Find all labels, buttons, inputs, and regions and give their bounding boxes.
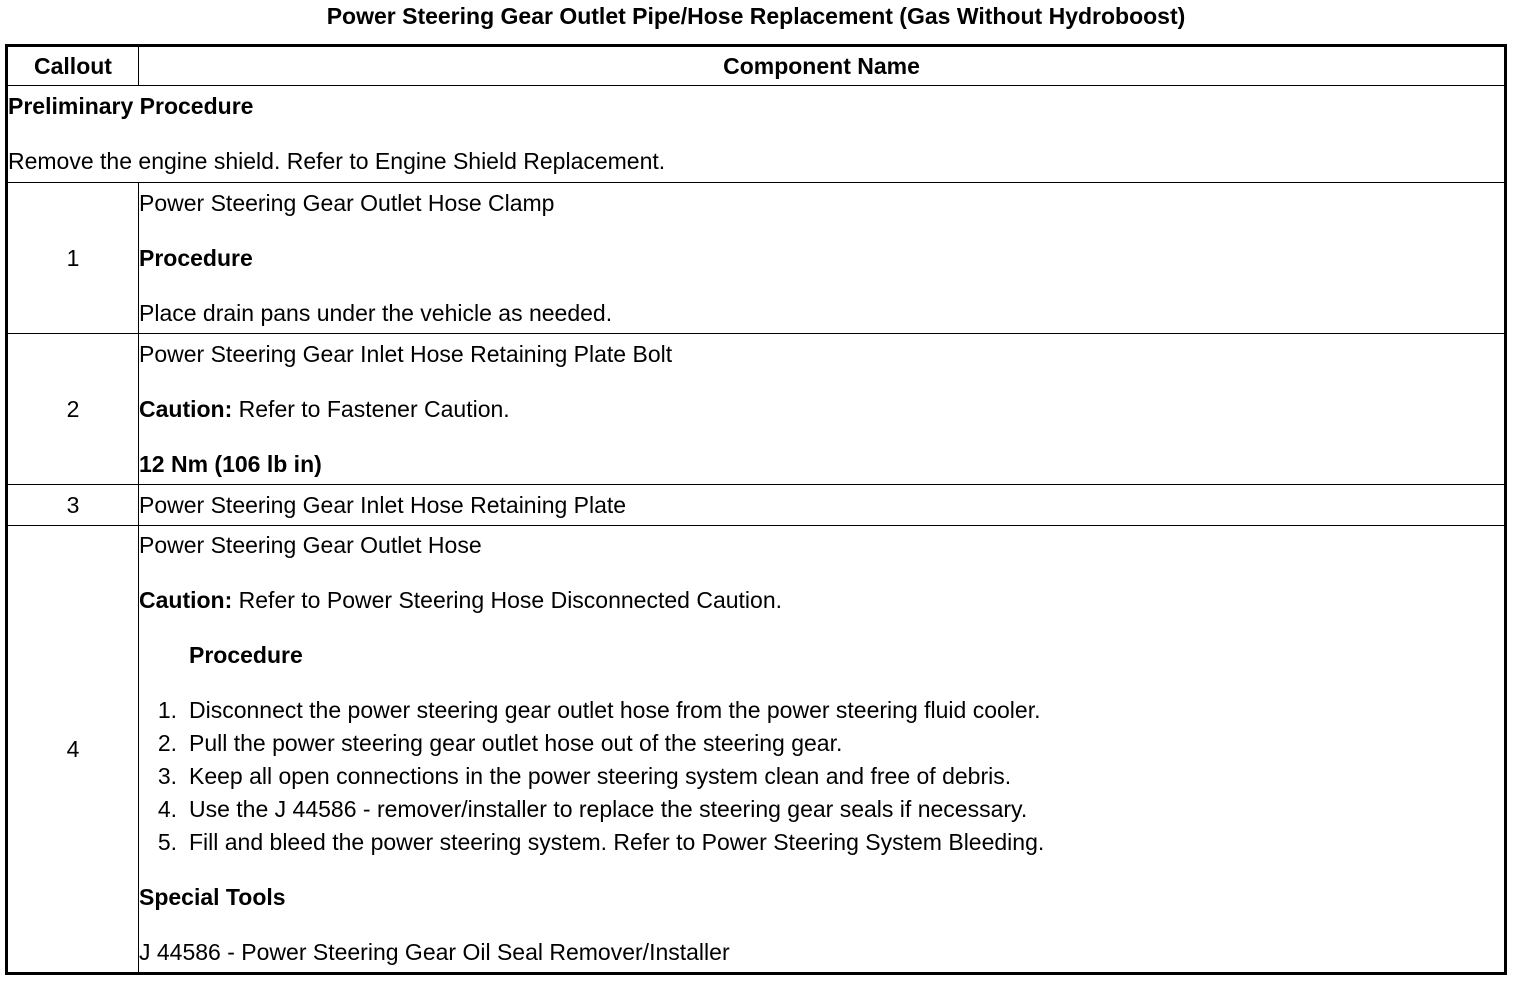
procedure-label: Procedure [189, 642, 303, 668]
list-item [139, 727, 1504, 760]
procedure-table [5, 44, 1507, 975]
component-name: Power Steering Gear Outlet Hose [139, 532, 482, 558]
step-number: 1. [157, 697, 177, 723]
callout-number: 2 [7, 334, 139, 485]
caution-label: Caution: [139, 395, 233, 422]
component-name: Power Steering Gear Inlet Hose Retaining Plate Bolt [139, 340, 673, 367]
callout-number: 4 [7, 526, 139, 974]
step-text: Pull the power steering gear outlet hose out of the steering gear. [189, 730, 843, 756]
list-item [139, 793, 1504, 826]
special-tools-label: Special Tools [139, 884, 286, 910]
preliminary-procedure-row [7, 86, 1506, 183]
component-cell [139, 485, 1506, 526]
procedure-steps-list [139, 694, 1504, 859]
caution-text: Refer to Power Steering Hose Disconnected Caution. [232, 587, 782, 613]
table-row [7, 485, 1506, 526]
step-text: Keep all open connections in the power steering system clean and free of debris. [189, 763, 1012, 789]
table-row [7, 526, 1506, 974]
table-header-row [7, 46, 1506, 86]
document-title: Power Steering Gear Outlet Pipe/Hose Replacement (Gas Without Hydroboost) [326, 3, 1186, 29]
step-text: Fill and bleed the power steering system. Refer to Power Steering System Bleeding. [189, 829, 1045, 855]
special-tools-text: J 44586 - Power Steering Gear Oil Seal Remover/Installer [139, 939, 730, 965]
step-text: Use the J 44586 - remover/installer to replace the steering gear seals if necessary. [189, 796, 1028, 822]
component-name: Power Steering Gear Inlet Hose Retaining Plate [139, 491, 627, 518]
table-row [7, 183, 1506, 334]
step-number: 2. [157, 730, 177, 756]
caution-line [139, 584, 1504, 617]
caution-text: Refer to Fastener Caution. [232, 395, 510, 422]
step-number: 4. [157, 796, 177, 822]
component-cell [139, 334, 1506, 485]
caution-label: Caution: [139, 587, 233, 613]
procedure-label: Procedure [139, 244, 253, 271]
component-name-column-header: Component Name [139, 46, 1506, 86]
torque-spec: 12 Nm (106 lb in) [139, 450, 322, 477]
preliminary-procedure-heading: Preliminary Procedure [8, 93, 254, 119]
procedure-text: Place drain pans under the vehicle as needed. [139, 299, 613, 326]
component-cell [139, 526, 1506, 974]
preliminary-procedure-text: Remove the engine shield. Refer to Engine Shield Replacement. [8, 148, 666, 174]
callout-number: 1 [7, 183, 139, 334]
component-cell [139, 183, 1506, 334]
step-number: 3. [157, 763, 177, 789]
callout-column-header: Callout [7, 46, 139, 86]
component-name: Power Steering Gear Outlet Hose Clamp [139, 189, 555, 216]
list-item [139, 826, 1504, 859]
table-row [7, 334, 1506, 485]
step-number: 5. [157, 829, 177, 855]
list-item [139, 760, 1504, 793]
preliminary-procedure-cell [7, 86, 1506, 183]
caution-line [139, 393, 1504, 426]
list-item [139, 694, 1504, 727]
callout-number: 3 [7, 485, 139, 526]
step-text: Disconnect the power steering gear outlet hose from the power steering fluid cooler. [189, 697, 1041, 723]
